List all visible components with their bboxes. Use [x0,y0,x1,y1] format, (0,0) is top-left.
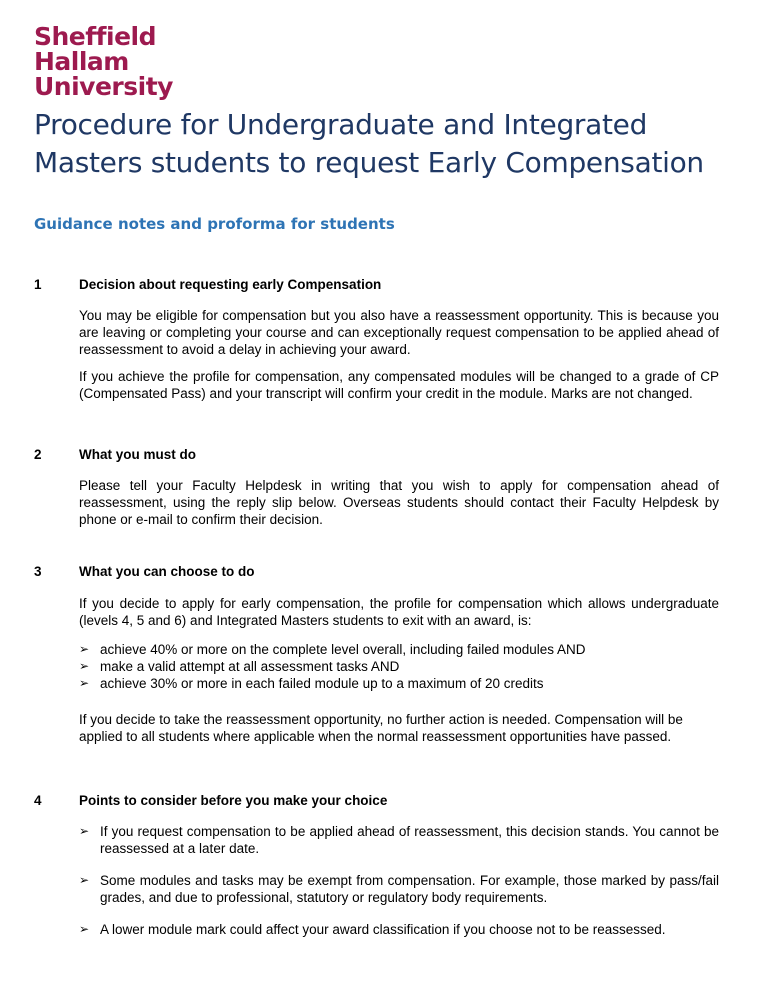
list-item-text: Some modules and tasks may be exempt from compensation. For example, those marked by pass/fail grades, and due to professional, statutory or regulatory body requirements. [100,873,719,905]
section-4-bullet-list [79,823,719,953]
list-item-text: If you request compensation to be applied ahead of reassessment, this decision stands. You cannot be reassessed at a later date. [100,824,719,856]
list-item-text: achieve 40% or more on the complete level overall, including failed modules AND [100,642,586,657]
list-item [79,641,719,658]
list-item [79,921,719,938]
list-item-text: make a valid attempt at all assessment tasks AND [100,659,400,674]
section-3-heading: What you can choose to do [79,564,255,579]
logo-line-2: Hallam [34,47,129,76]
university-logo [34,24,173,99]
document-subtitle: Guidance notes and proforma for students [34,215,395,233]
list-item [79,823,719,857]
logo-line-1: Sheffield [34,22,157,51]
list-item-text: achieve 30% or more in each failed module up to a maximum of 20 credits [100,676,544,691]
section-3-bullet-list [79,641,719,692]
list-item [79,658,719,675]
logo-line-3: University [34,72,173,101]
section-3-number: 3 [34,564,42,579]
section-1-paragraph-1: You may be eligible for compensation but you also have a reassessment opportunity. This is because you are leaving or completing your course and can exceptionally request compensation to be applied ahead of reassessment to avoid a delay in achieving your award. [79,308,719,357]
list-item [79,675,719,692]
section-4-number: 4 [34,793,42,808]
section-3-paragraph-1: If you decide to apply for early compensation, the profile for compensation which allows undergraduate (levels 4, 5 and 6) and Integrated Masters students to exit with an award, is: [79,596,719,628]
title-line-2: Masters students to request Early Compensation [34,146,704,179]
arrow-bullet-icon: ➢ [79,922,90,936]
section-1-number: 1 [34,277,42,292]
list-item [79,872,719,906]
section-1-heading: Decision about requesting early Compensation [79,277,382,292]
list-item-text: A lower module mark could affect your award classification if you choose not to be reassessed. [100,922,666,937]
arrow-bullet-icon: ➢ [79,824,90,838]
section-1-paragraph-2: If you achieve the profile for compensation, any compensated modules will be changed to a grade of CP (Compensated Pass) and your transcript will confirm your credit in the module. Marks are not changed. [79,369,719,401]
arrow-bullet-icon: ➢ [79,873,90,887]
section-3-paragraph-2: If you decide to take the reassessment opportunity, no further action is needed. Compensation will be applied to all students where applicable when the normal reassessment opportunities have passed. [79,712,683,744]
section-2-heading: What you must do [79,447,196,462]
section-2-paragraph-1: Please tell your Faculty Helpdesk in writing that you wish to apply for compensation ahead of reassessment, using the reply slip below. Overseas students should contact their Faculty Helpdesk by phone or e-mail to confirm their decision. [79,478,719,527]
section-4-heading: Points to consider before you make your choice [79,793,388,808]
title-line-1: Procedure for Undergraduate and Integrated [34,108,648,141]
arrow-bullet-icon: ➢ [79,659,90,673]
document-title [34,106,754,182]
arrow-bullet-icon: ➢ [79,642,90,656]
arrow-bullet-icon: ➢ [79,676,90,690]
section-2-number: 2 [34,447,42,462]
